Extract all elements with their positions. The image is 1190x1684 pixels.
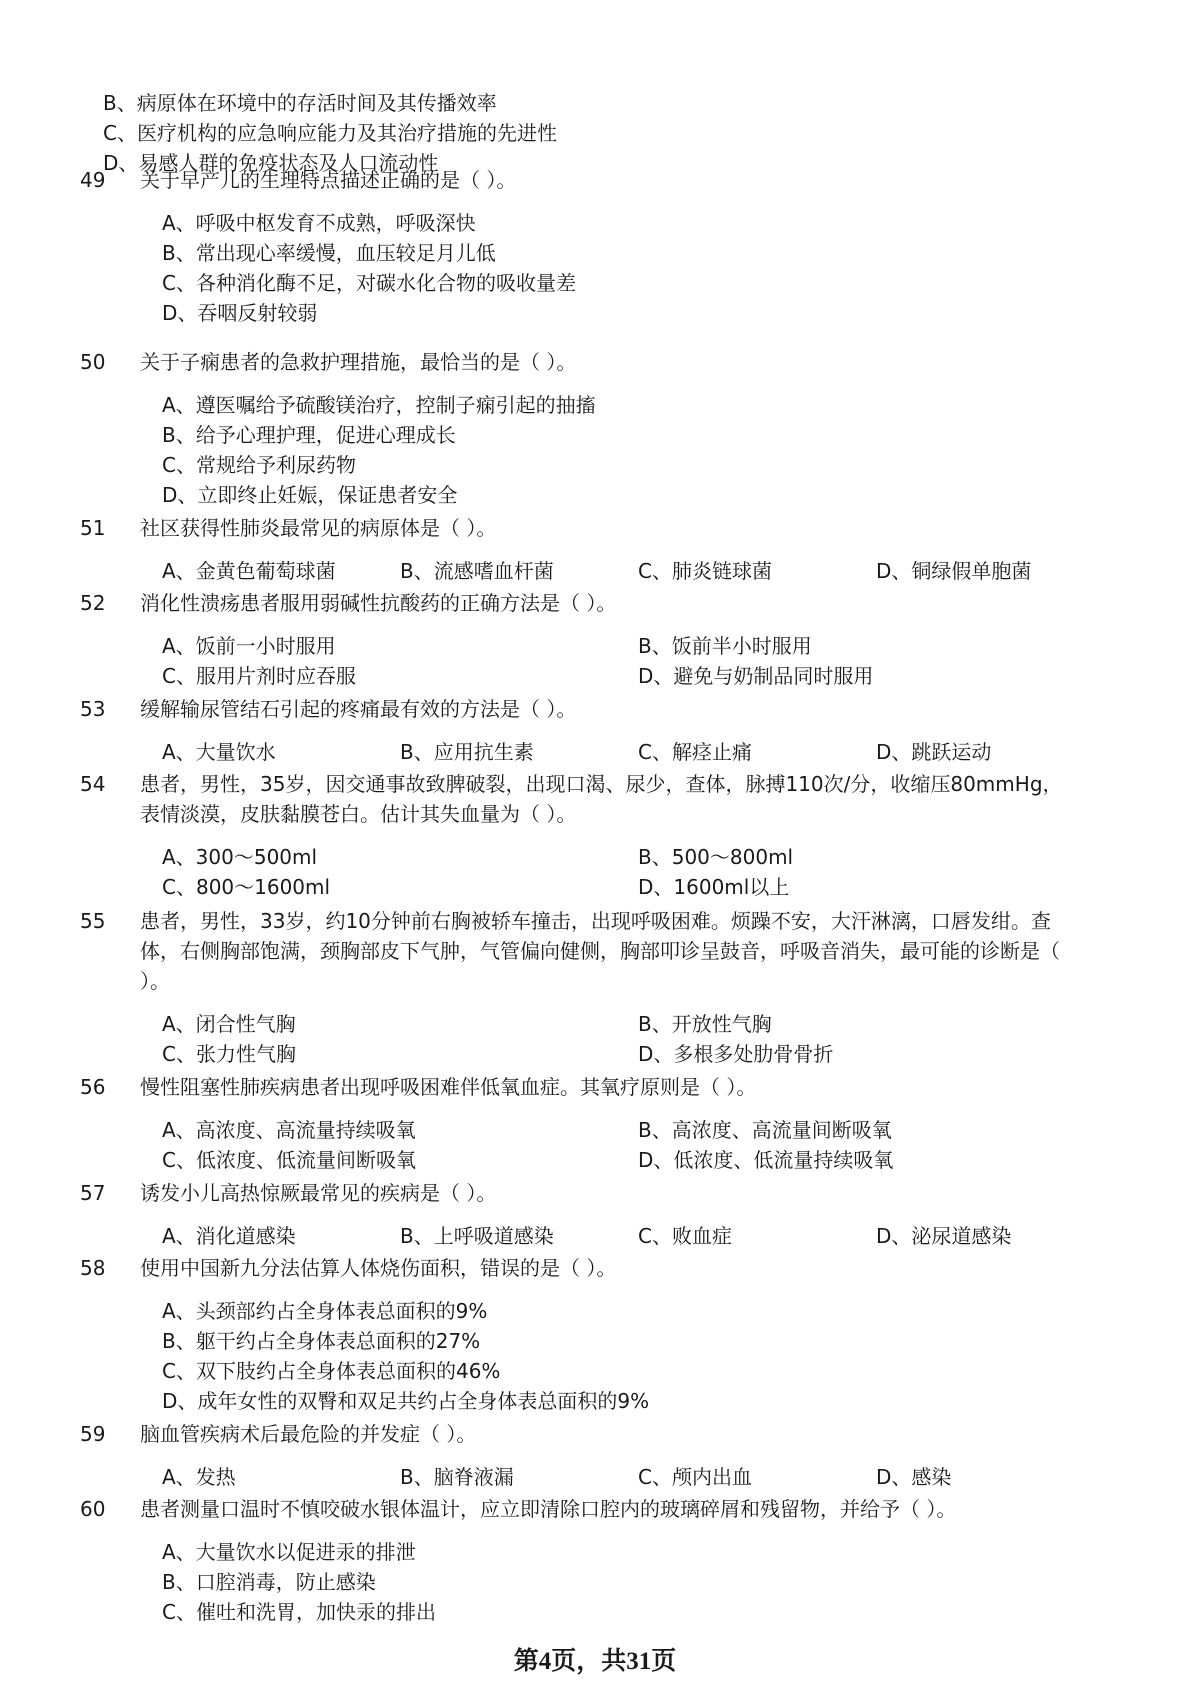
option: B、高浓度、高流量间断吸氧 (638, 1118, 892, 1142)
option: D、易感人群的免疫状态及人口流动性 (103, 151, 439, 175)
question-52 (80, 588, 1080, 691)
question-number: 59 (80, 1422, 106, 1446)
option: C、肺炎链球菌 (638, 559, 772, 583)
question-54 (80, 769, 1080, 902)
option: B、躯干约占全身体表总面积的27% (162, 1329, 481, 1353)
option: B、应用抗生素 (400, 740, 534, 764)
question-number: 53 (80, 697, 106, 721)
question-number: 52 (80, 591, 106, 615)
question-text: 患者，男性，35岁，因交通事故致脾破裂，出现口渴、尿少，查体，脉搏110次/分，收缩压80mmHg，表情淡漠，皮肤黏膜苍白。估计其失血量为（ ）。 (140, 772, 1063, 826)
option: A、消化道感染 (162, 1224, 296, 1248)
question-56 (80, 1072, 1080, 1175)
option: A、闭合性气胸 (162, 1012, 296, 1036)
option: A、高浓度、高流量持续吸氧 (162, 1118, 416, 1142)
question-number: 55 (80, 909, 106, 933)
option: D、立即终止妊娠，保证患者安全 (162, 483, 458, 507)
option: A、金黄色葡萄球菌 (162, 559, 336, 583)
question-53 (80, 694, 1080, 767)
question-text: 患者，男性，33岁，约10分钟前右胸被轿车撞击，出现呼吸困难。烦躁不安，大汗淋漓，口唇发绀。查体，右侧胸部饱满，颈胸部皮下气肿，气管偏向健侧，胸部叩诊呈鼓音，呼吸音消失，最可能的诊断是（ ）。 (140, 909, 1060, 993)
option: B、给予心理护理，促进心理成长 (162, 423, 456, 447)
option: A、大量饮水 (162, 740, 276, 764)
option: A、300～500ml (162, 845, 318, 869)
question-number: 57 (80, 1181, 106, 1205)
option: C、常规给予利尿药物 (162, 453, 356, 477)
option: B、开放性气胸 (638, 1012, 772, 1036)
option: A、大量饮水以促进汞的排泄 (162, 1540, 416, 1564)
question-49 (80, 165, 1080, 328)
question-60 (80, 1494, 1080, 1627)
question-text: 社区获得性肺炎最常见的病原体是（ ）。 (140, 516, 497, 540)
option: D、跳跃运动 (876, 740, 992, 764)
question-text: 缓解输尿管结石引起的疼痛最有效的方法是（ ）。 (140, 697, 577, 721)
option: C、各种消化酶不足，对碳水化合物的吸收量差 (162, 271, 576, 295)
question-text: 关于子痫患者的急救护理措施，最恰当的是（ ）。 (140, 350, 577, 374)
option: D、1600ml以上 (638, 875, 790, 899)
option: A、发热 (162, 1465, 236, 1489)
option: D、铜绿假单胞菌 (876, 559, 1032, 583)
option: C、催吐和洗胃，加快汞的排出 (162, 1600, 436, 1624)
option: B、500～800ml (638, 845, 794, 869)
option: C、800～1600ml (162, 875, 331, 899)
option: D、避免与奶制品同时服用 (638, 664, 874, 688)
option: C、败血症 (638, 1224, 732, 1248)
question-58 (80, 1253, 1080, 1416)
option: B、脑脊液漏 (400, 1465, 514, 1489)
question-51 (80, 513, 1080, 586)
question-57 (80, 1178, 1080, 1251)
option: A、饭前一小时服用 (162, 634, 336, 658)
question-text: 患者测量口温时不慎咬破水银体温计，应立即清除口腔内的玻璃碎屑和残留物，并给予（ ）。 (140, 1497, 957, 1521)
option: C、张力性气胸 (162, 1042, 296, 1066)
option: B、流感嗜血杆菌 (400, 559, 554, 583)
option: A、呼吸中枢发育不成熟，呼吸深快 (162, 211, 476, 235)
question-text: 脑血管疾病术后最危险的并发症（ ）。 (140, 1422, 477, 1446)
question-text: 慢性阻塞性肺疾病患者出现呼吸困难伴低氧血症。其氧疗原则是（ ）。 (140, 1075, 757, 1099)
option: B、常出现心率缓慢，血压较足月儿低 (162, 241, 496, 265)
option: C、解痉止痛 (638, 740, 752, 764)
option: D、泌尿道感染 (876, 1224, 1012, 1248)
option: C、颅内出血 (638, 1465, 752, 1489)
question-number: 50 (80, 350, 106, 374)
question-number: 56 (80, 1075, 106, 1099)
option: C、服用片剂时应吞服 (162, 664, 356, 688)
question-59 (80, 1419, 1080, 1492)
option: D、感染 (876, 1465, 952, 1489)
option: B、病原体在环境中的存活时间及其传播效率 (103, 91, 497, 115)
question-text: 消化性溃疡患者服用弱碱性抗酸药的正确方法是（ ）。 (140, 591, 617, 615)
question-number: 60 (80, 1497, 106, 1521)
option: A、遵医嘱给予硫酸镁治疗，控制子痫引起的抽搐 (162, 393, 596, 417)
option: A、头颈部约占全身体表总面积的9% (162, 1299, 488, 1323)
option: D、低浓度、低流量持续吸氧 (638, 1148, 894, 1172)
option: D、吞咽反射较弱 (162, 301, 318, 325)
option: B、上呼吸道感染 (400, 1224, 554, 1248)
question-50 (80, 347, 1080, 510)
question-number: 49 (80, 168, 106, 192)
option: B、饭前半小时服用 (638, 634, 812, 658)
question-text: 关于早产儿的生理特点描述正确的是（ ）。 (140, 168, 517, 192)
question-number: 51 (80, 516, 106, 540)
option: C、低浓度、低流量间断吸氧 (162, 1148, 416, 1172)
option: D、成年女性的双臀和双足共约占全身体表总面积的9% (162, 1389, 650, 1413)
page-footer: 第4页，共31页 (513, 1648, 677, 1675)
option: D、多根多处肋骨骨折 (638, 1042, 834, 1066)
option: B、口腔消毒，防止感染 (162, 1570, 376, 1594)
question-number: 58 (80, 1256, 106, 1280)
question-text: 使用中国新九分法估算人体烧伤面积，错误的是（ ）。 (140, 1256, 617, 1280)
question-55 (80, 906, 1080, 1069)
option: C、双下肢约占全身体表总面积的46% (162, 1359, 501, 1383)
option: C、医疗机构的应急响应能力及其治疗措施的先进性 (103, 121, 557, 145)
question-text: 诱发小儿高热惊厥最常见的疾病是（ ）。 (140, 1181, 497, 1205)
question-number: 54 (80, 772, 106, 796)
